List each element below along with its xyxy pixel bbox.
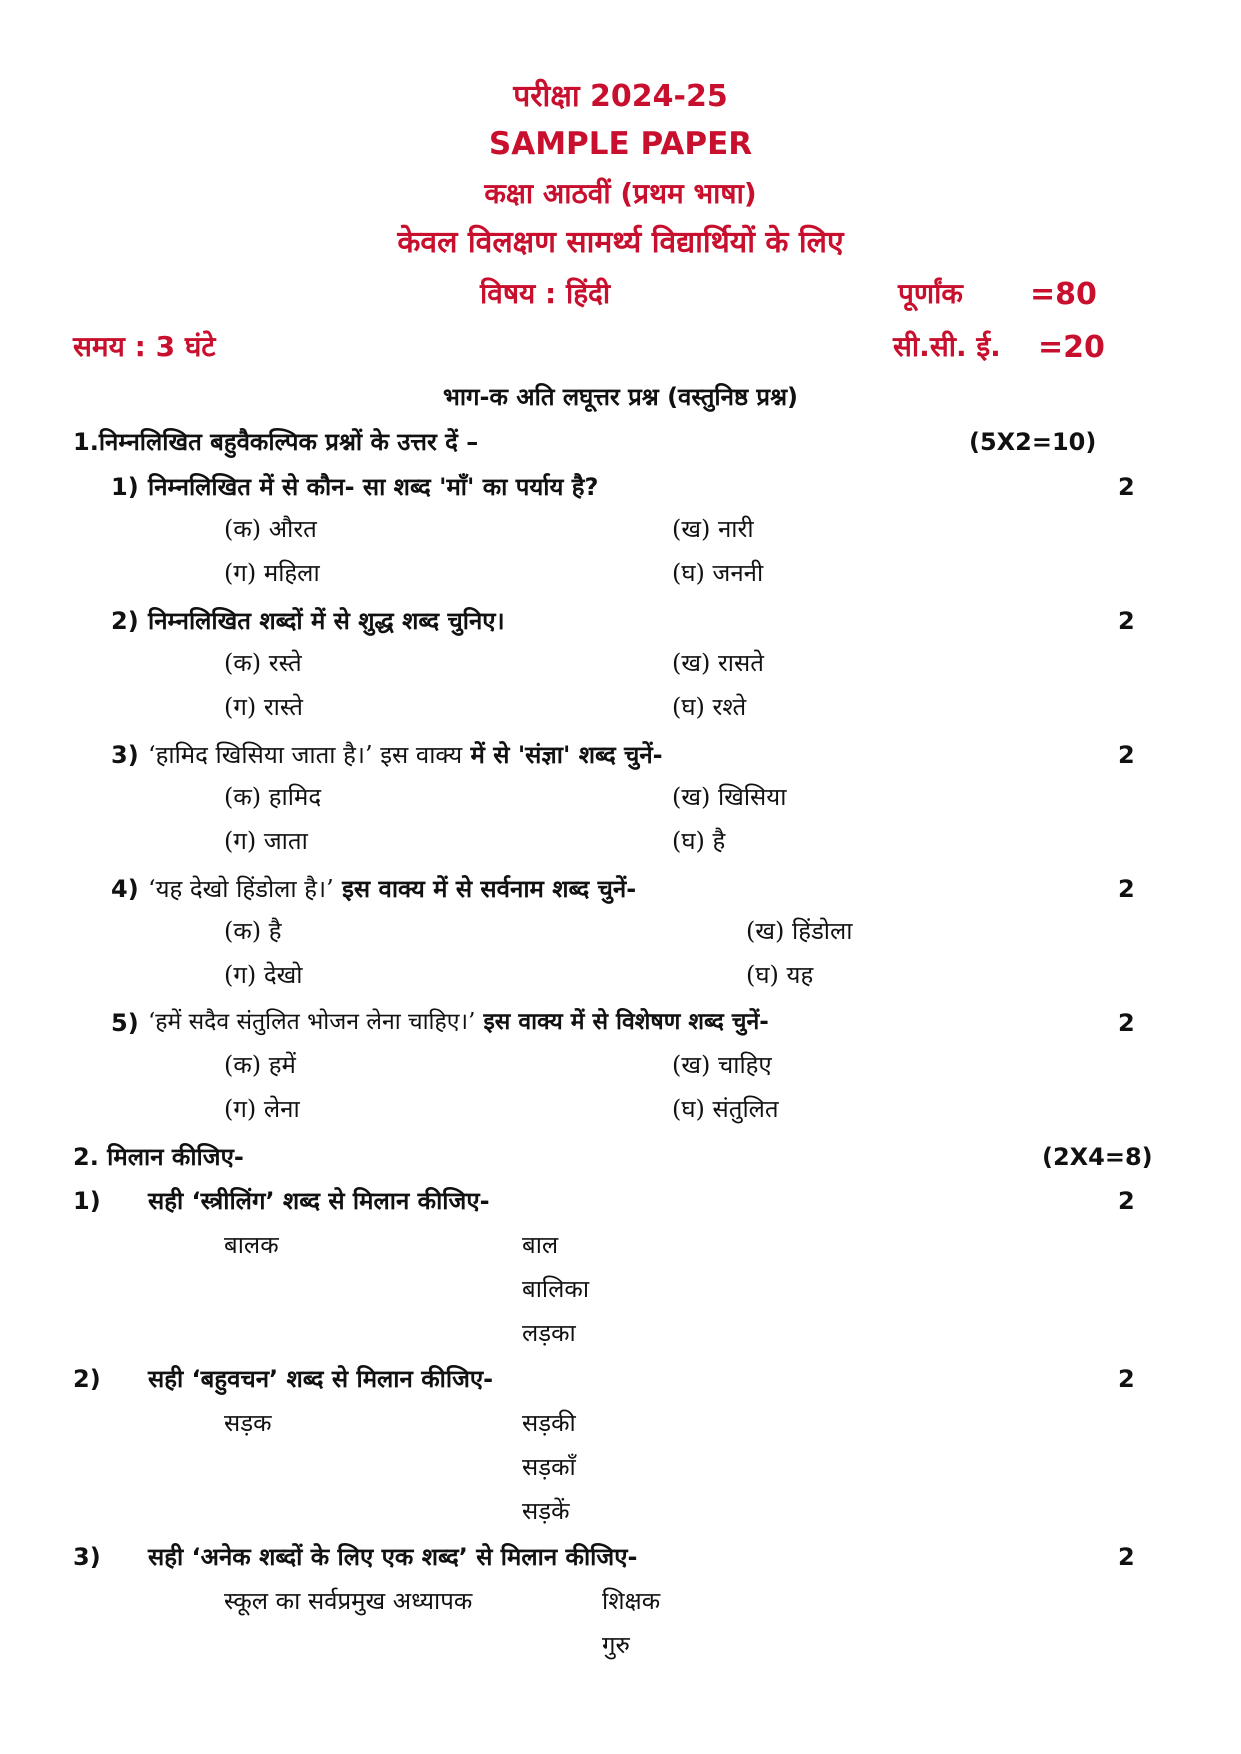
match-left-item: स्कूल का सर्वप्रमुख अध्यापक <box>224 1587 473 1615</box>
question-text: सही ‘बहुवचन’ शब्द से मिलान कीजिए- <box>148 1365 494 1393</box>
cce-label: सी.सी. ई. <box>893 330 1001 363</box>
question-number: 1) <box>111 473 139 501</box>
question-number: 2) <box>73 1365 101 1393</box>
question-number: 4) <box>111 875 139 903</box>
option-a: (क) औरत <box>224 515 317 543</box>
match-right-item: सड़की <box>522 1409 576 1437</box>
question-marks: 2 <box>1118 473 1135 501</box>
match-right-item: सड़कें <box>522 1497 570 1525</box>
question-marks: 2 <box>1118 1365 1135 1393</box>
time-label: समय : 3 घंटे <box>73 330 216 363</box>
option-b: (ख) रासते <box>672 649 764 677</box>
option-d: (घ) संतुलित <box>672 1095 779 1123</box>
question-text: निम्नलिखित शब्दों में से शुद्ध शब्द चुनिए। <box>148 607 505 635</box>
question-text: निम्नलिखित में से कौन- सा शब्द 'माँ' का पर्याय है? <box>148 473 599 501</box>
q2-marks: (2X4=8) <box>1042 1143 1153 1171</box>
option-a: (क) है <box>224 917 282 945</box>
question-number: 5) <box>111 1009 139 1037</box>
q1-marks: (5X2=10) <box>969 428 1097 456</box>
question-quote: ‘हमें सदैव संतुलित भोजन लेना चाहिए।’ <box>148 1009 476 1035</box>
question-number: 1) <box>73 1187 101 1215</box>
question-instruction: में से 'संज्ञा' शब्द चुनें- <box>462 741 663 769</box>
option-d: (घ) जननी <box>672 559 764 587</box>
subject-label: विषय : हिंदी <box>480 277 611 310</box>
match-left-item: बालक <box>224 1231 279 1259</box>
question-marks: 2 <box>1118 875 1135 903</box>
option-d: (घ) यह <box>746 961 814 989</box>
question-instruction: इस वाक्य में से विशेषण शब्द चुनें- <box>475 1009 769 1035</box>
audience-line: केवल विलक्षण सामर्थ्य विद्यार्थियों के लिए <box>397 225 844 260</box>
question-text: सही ‘अनेक शब्दों के लिए एक शब्द’ से मिलान कीजिए- <box>148 1543 638 1571</box>
match-right-item: बालिका <box>522 1275 590 1303</box>
section-title: भाग-क अति लघूत्तर प्रश्न (वस्तुनिष्ठ प्रश्न) <box>442 383 799 411</box>
question-number: 3) <box>73 1543 101 1571</box>
question-quote: ‘यह देखो हिंडोला है।’ <box>148 875 334 903</box>
option-d: (घ) रश्ते <box>672 693 747 721</box>
sample-paper-title: SAMPLE PAPER <box>488 126 753 162</box>
question-marks: 2 <box>1118 1187 1135 1215</box>
option-c: (ग) महिला <box>224 559 320 587</box>
match-right-item: लड़का <box>522 1319 576 1347</box>
match-right-item: बाल <box>522 1231 559 1259</box>
question-marks: 2 <box>1118 1543 1135 1571</box>
class-line: कक्षा आठवीं (प्रथम भाषा) <box>484 177 757 210</box>
option-b: (ख) नारी <box>672 515 754 543</box>
option-a: (क) हमें <box>224 1051 296 1079</box>
question-marks: 2 <box>1118 1009 1135 1037</box>
option-b: (ख) खिसिया <box>672 783 787 811</box>
option-c: (ग) लेना <box>224 1095 300 1123</box>
q1-title: 1.निम्नलिखित बहुवैकल्पिक प्रश्नों के उत्तर दें – <box>73 428 479 456</box>
option-b: (ख) चाहिए <box>672 1051 772 1079</box>
q2-title: 2. मिलान कीजिए- <box>73 1143 244 1171</box>
option-c: (ग) रास्ते <box>224 693 303 721</box>
option-d: (घ) है <box>672 827 726 855</box>
option-b: (ख) हिंडोला <box>746 917 853 945</box>
option-c: (ग) जाता <box>224 827 308 855</box>
match-right-item: सड़काँ <box>522 1453 576 1481</box>
question-marks: 2 <box>1118 607 1135 635</box>
question-text <box>148 1011 769 1034</box>
option-c: (ग) देखो <box>224 961 303 989</box>
match-left-item: सड़क <box>224 1409 272 1437</box>
cce-value: =20 <box>1038 330 1105 365</box>
option-a: (क) हामिद <box>224 783 322 811</box>
question-text <box>148 743 663 767</box>
option-a: (क) रस्ते <box>224 649 302 677</box>
question-marks: 2 <box>1118 741 1135 769</box>
question-number: 2) <box>111 607 139 635</box>
question-text: सही ‘स्त्रीलिंग’ शब्द से मिलान कीजिए- <box>148 1187 490 1215</box>
full-marks-value: =80 <box>1030 277 1097 312</box>
question-text <box>148 877 636 901</box>
match-right-item: शिक्षक <box>602 1587 661 1615</box>
full-marks-label: पूर्णांक <box>898 277 963 310</box>
question-quote: ‘हामिद खिसिया जाता है।’ इस वाक्य <box>148 741 463 769</box>
match-right-item: गुरु <box>602 1631 630 1659</box>
question-number: 3) <box>111 741 139 769</box>
question-instruction: इस वाक्य में से सर्वनाम शब्द चुनें- <box>333 875 637 903</box>
exam-year: परीक्षा 2024-25 <box>513 79 728 114</box>
